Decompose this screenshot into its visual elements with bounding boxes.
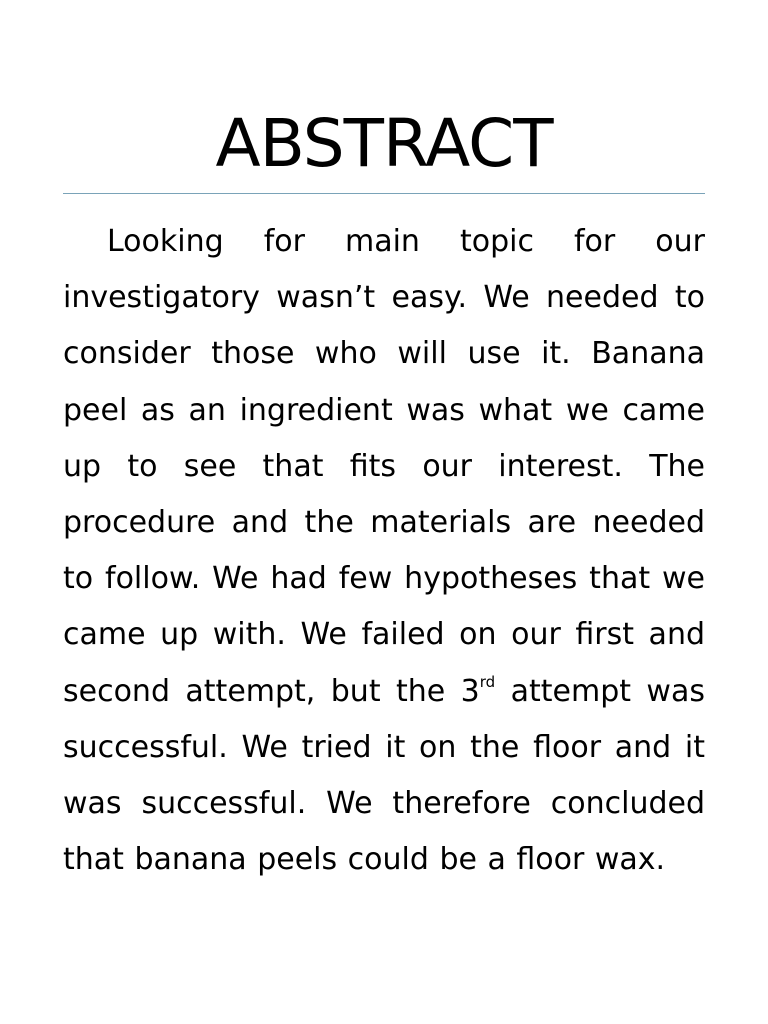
abstract-text-part-2: attempt was successful. We tried it on the floor and it was successful. We therefore concluded that banana peels could be a floor wax.: [63, 673, 705, 878]
abstract-text-part-1: Looking for main topic for our investigatory wasn’t easy. We needed to consider those who will use it. Banana peel as an ingredient was what we came up to see that fits our interest. The procedure and the materials are needed to follow. We had few hypotheses that we came up with. We failed on our first and second attempt, but the 3: [63, 224, 705, 709]
ordinal-suffix: rd: [479, 672, 496, 691]
abstract-paragraph: [63, 214, 705, 888]
page-title: ABSTRACT: [215, 105, 553, 182]
title-divider: [63, 193, 705, 194]
